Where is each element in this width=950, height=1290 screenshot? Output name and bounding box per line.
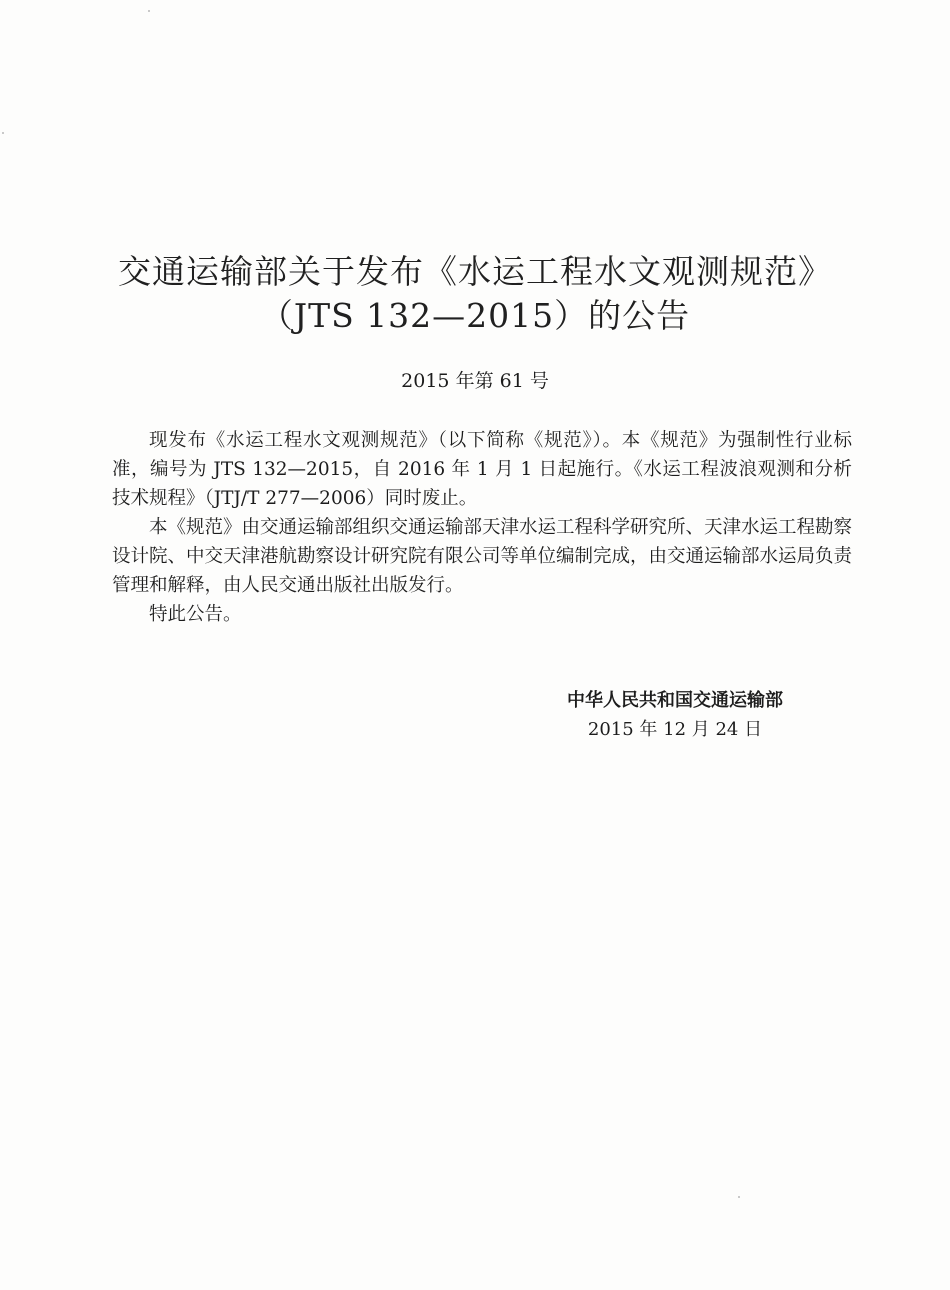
document-body bbox=[112, 426, 852, 629]
paragraph-compilation: 本《规范》由交通运输部组织交通运输部天津水运工程科学研究所、天津水运工程勘察设计院、中交天津港航勘察设计研究院有限公司等单位编制完成，由交通运输部水运局负责管理和解释，由人民交通出版社出版发行。 bbox=[112, 517, 853, 596]
signature-date: 2015 年 12 月 24 日 bbox=[587, 719, 763, 740]
scan-speck bbox=[2, 132, 4, 134]
document-title-line-2: （JTS 132—2015）的公告 bbox=[259, 296, 691, 335]
document-title-line-1: 交通运输部关于发布《水运工程水文观测规范》 bbox=[118, 252, 832, 291]
scan-speck bbox=[738, 1196, 740, 1198]
paragraph-closing: 特此公告。 bbox=[149, 604, 242, 625]
scan-speck bbox=[148, 10, 150, 12]
paragraph-announcement: 现发布《水运工程水文观测规范》（以下简称《规范》）。本《规范》为强制性行业标准，编号为 JTS 132—2015，自 2016 年 1 月 1 日起施行。《水运工程波浪观测和分析技术规程》（JTJ/T 277—2006）同时废止。 bbox=[112, 430, 852, 509]
document-number: 2015 年第 61 号 bbox=[401, 370, 549, 392]
signature-organization: 中华人民共和国交通运输部 bbox=[567, 690, 783, 711]
